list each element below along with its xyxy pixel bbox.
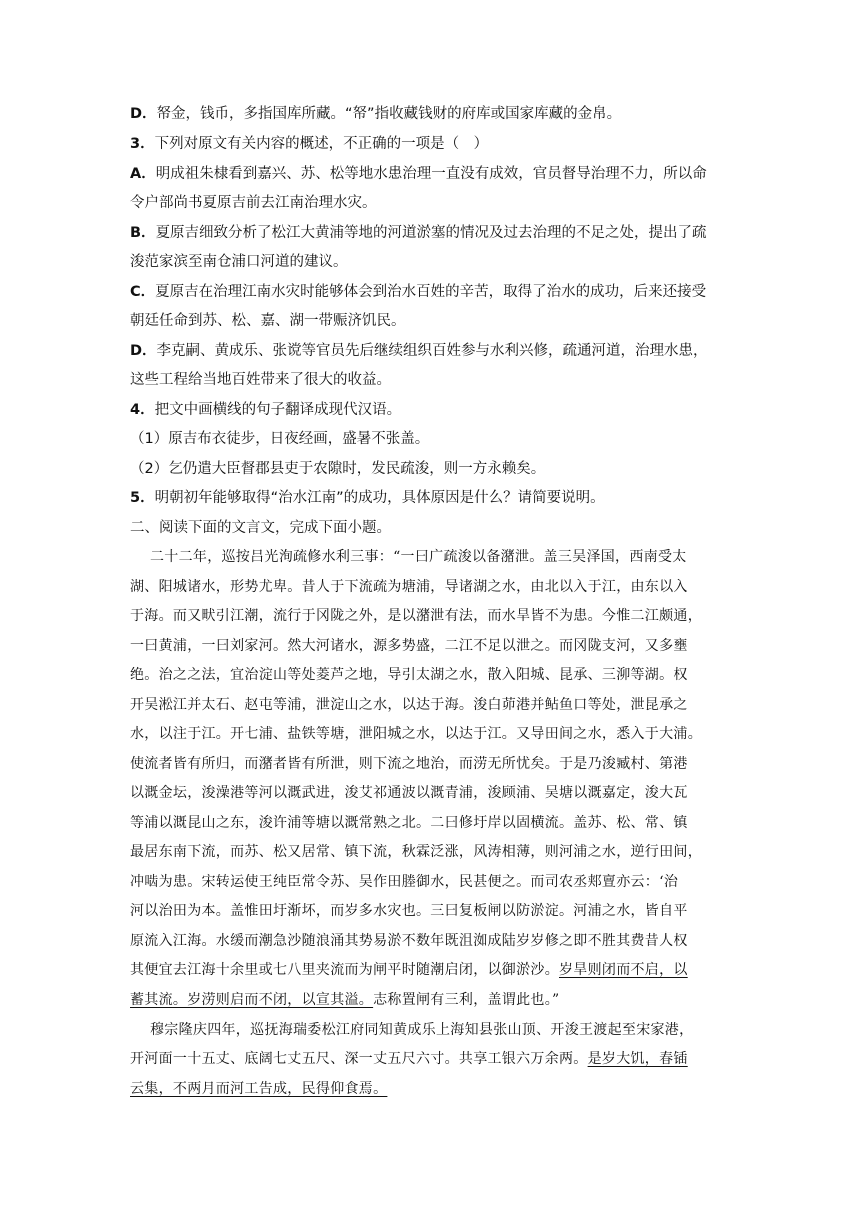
passage-line [130,1079,730,1099]
passage-line: 其便宜去江海十余里或七八里夹流而为闸平时随潮启闭，以御淤沙。岁旱则闭而不启，以 [130,962,688,978]
passage-line: 河以治田为本。盖惟田圩渐坏，而岁多水灾也。三曰复板闸以防淤淀。河浦之水，皆自平 [130,903,688,919]
underlined-sentence: 是岁大饥，春锸 [587,1051,688,1067]
q3-option-d: D．李克嗣、黄成乐、张谠等官员先后继续组织百姓参与水利兴修，疏通河道，治理水患， [130,343,708,359]
passage-line: 开河面一十五丈、底阔七丈五尺、深一丈五尺六寸。共享工银六万余两。是岁大饥，春锸 [130,1051,688,1067]
passage-line: 一曰黄浦，一曰刘家河。然大河诸水，源多势盛，二江不足以泄之。而冈陇支河，又多壅 [130,638,688,654]
q2-option-d: D．帑金，钱币，多指国库所藏。“帑”指收藏钱财的府库或国家库藏的金帛。 [130,106,622,122]
q3-option-a: A．明成祖朱棣看到嘉兴、苏、松等地水患治理一直没有成效，官员督导治理不力，所以命 [130,166,707,182]
passage-line: 蓄其流。岁涝则启而不闭，以宣其溢。志称置闸有三利，盖谓此也。” [130,992,560,1008]
passage-line: 最居东南下流，而苏、松又居常、镇下流，秋霖泛涨，风涛相薄，则河浦之水，逆行田间， [130,844,702,860]
section-heading: 二、阅读下面的文言文，完成下面小题。 [130,520,391,536]
q3-option-c: C．夏原吉在治理江南水灾时能够体会到治水百姓的辛苦，取得了治水的成功，后来还接受 [130,284,707,300]
underlined-sentence: 云集，不两月而河工告成，民得仰食焉。 [130,1081,388,1097]
q4-sentence-1: （1）原吉布衣徒步，日夜经画，盛暑不张盖。 [130,431,430,447]
passage-line: 穆宗隆庆四年，巡抚海瑞委松江府同知黄成乐上海知县张山顶、开浚王渡起至宋家港， [150,1022,694,1038]
passage-line: 水，以注于江。开七浦、盐铁等塘，泄阳城之水，以达于江。又导田间之水，悉入于大浦。 [130,726,702,742]
passage-line: 于海。而又畎引江潮，流行于冈陇之外，是以潴泄有法，而水旱皆不为患。今惟二江颇通， [130,608,702,624]
underlined-sentence: 岁旱则闭而不启，以 [559,962,688,978]
q3-stem: 3．下列对原文有关内容的概述，不正确的一项是（ ） [130,136,489,152]
q4-sentence-2: （2）乞仍遣大臣督郡县吏于农隙时，发民疏浚，则一方永赖矣。 [130,461,546,477]
underlined-sentence: 蓄其流。岁涝则启而不闭，以宣其溢。 [130,992,374,1008]
passage-line: 开吴淞江并太石、赵屯等浦，泄淀山之水，以达于海。浚白茆港并鲇鱼口等处，泄昆承之 [130,697,688,713]
passage-line: 二十二年，巡按吕光洵疏修水利三事：“一曰广疏浚以备潴泄。盖三吴泽国，西南受太 [150,549,687,565]
q3-option-c-cont: 朝廷任命到苏、松、嘉、湖一带赈济饥民。 [130,313,406,329]
passage-line: 湖、阳城诸水，形势尤卑。昔人于下流疏为塘浦，导诸湖之水，由北以入于江，由东以入 [130,579,688,595]
passage-line: 使流者皆有所归，而潴者皆有所泄，则下流之地治，而涝无所忧矣。于是乃浚臧村、第港 [130,756,688,772]
q5-stem: 5．明朝初年能够取得“治水江南”的成功，具体原因是什么？请简要说明。 [130,490,605,506]
q3-option-b: B．夏原吉细致分析了松江大黄浦等地的河道淤塞的情况及过去治理的不足之处，提出了疏 [130,225,707,241]
passage-line: 绝。治之之法，宜治淀山等处菱芦之地，导引太湖之水，散入阳城、昆承、三泖等湖。权 [130,667,688,683]
passage-line: 等浦以溉昆山之东，浚许浦等塘以溉常熟之北。二曰修圩岸以固横流。盖苏、松、常、镇 [130,815,688,831]
q3-option-d-cont: 这些工程给当地百姓带来了很大的收益。 [130,372,391,388]
q3-option-b-cont: 浚范家滨至南仓浦口河道的建议。 [130,254,348,270]
q4-stem: 4．把文中画横线的句子翻译成现代汉语。 [130,402,402,418]
passage-line: 原流入江海。水缓而潮急沙随浪涌其势易淤不数年既沮洳成陆岁岁修之即不胜其费昔人权 [130,933,688,949]
q3-option-a-cont: 令户部尚书夏原吉前去江南治理水灾。 [130,195,377,211]
passage-line: 冲啮为患。宋转运使王纯臣常令苏、吴作田塍御水，民甚便之。而司农丞郏亶亦云：‘治 [130,874,679,890]
passage-line: 以溉金坛，浚澡港等河以溉武进，浚艾祁通波以溉青浦，浚顾浦、吴塘以溉嘉定，浚大瓦 [130,785,688,801]
